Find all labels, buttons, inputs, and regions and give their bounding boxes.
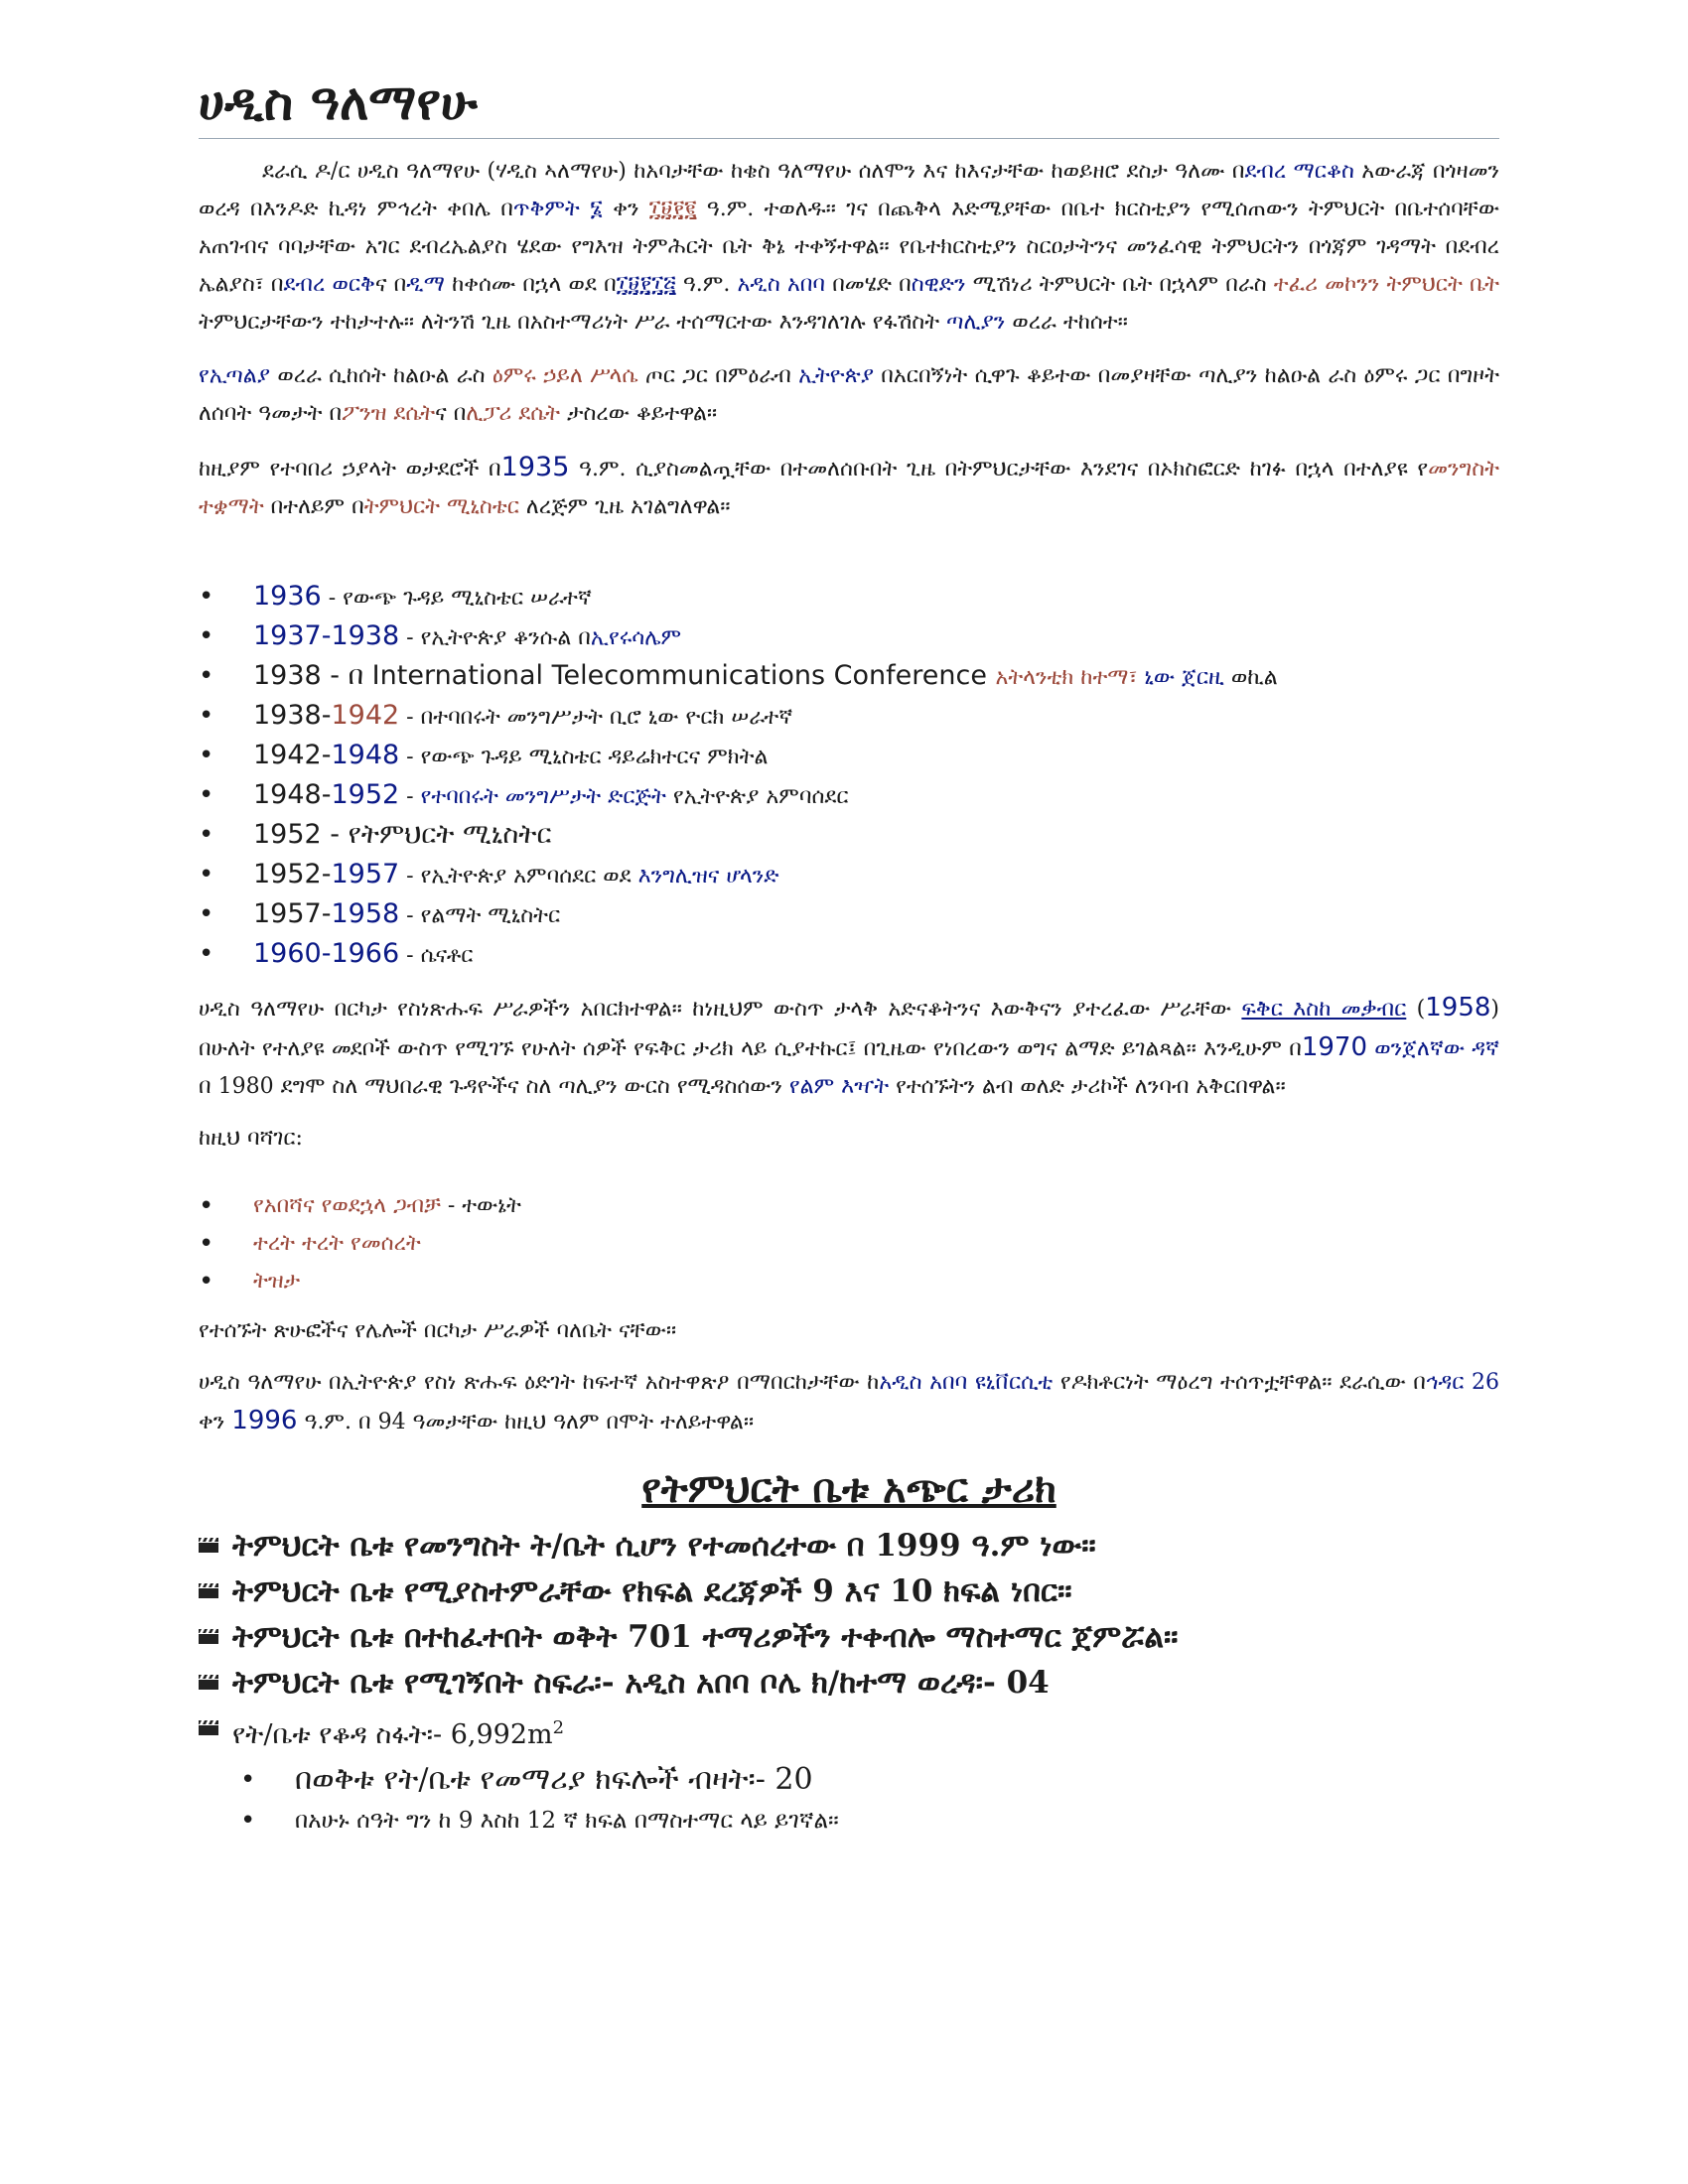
link-tikimt[interactable]: ጥቅምት [512,197,580,221]
list-item [199,578,1499,617]
text: - የኢትዮጵያ አምባሰደር ወደ [399,864,638,888]
text: ከቀሰሙ በኋላ ወደ በ [444,272,617,297]
text: ታስረው ቆይተዋል። [560,401,718,426]
text: በአርበኝነት ሲዋጉ ቆይተው በመያዛቸው ጣሊያን ከልዑል ራስ ዕምሩ ጋር በግዞት ለሰባት ዓመታት በ [199,363,1499,426]
text: ( [1406,997,1426,1022]
link-new-jersey[interactable]: ኒው ጀርዚ [1144,665,1224,690]
link-wonjelegnaw-dagna[interactable]: ወንጀለኛው ዳኛ [1366,1036,1499,1061]
text: 1938- [253,700,332,731]
list-item [199,697,1499,737]
link-year[interactable]: 1958 [331,898,400,929]
text: ደራሲ ዶ/ር ሀዲስ ዓለማየሁ (ሃዲስ ኣለማየሁ) ከአባታቸው ከቄስ ዓለማየሁ ሰለሞን እና ከእናታቸው ከወይዘሮ ደስታ ዓለሙ በ [262,159,1245,184]
link-year[interactable]: 1957 [331,859,400,889]
works-paragraph [199,989,1499,1106]
text: 1942- [253,740,332,770]
text: በወቅቱ የት/ቤቱ የመማሪያ ክፍሎች ብዛት፡- 20 [295,1762,813,1797]
text: ወኪል [1223,665,1278,690]
link-aau[interactable]: አዲስ አበባ ዩኒቨርሲቲ [879,1370,1054,1395]
link-dima[interactable]: ዲማ [406,272,445,297]
text: ወረራ ተከሰተ። [1005,310,1128,335]
link-italian[interactable]: ጣሊያን [946,310,1006,335]
link-gov-institutions[interactable]: መንግስት ተቋማት [199,457,1499,519]
clapperboard-icon [199,1720,218,1735]
career-paragraph [199,449,1499,526]
school-facts-list [199,1523,1499,1758]
link-year[interactable]: 1948 [331,740,400,770]
besides-label: ከዚህ ባሻገር: [199,1126,303,1151]
text: በተለይም በ [263,494,364,519]
link-yelm-ezhat[interactable]: የልም እዣት [788,1074,890,1099]
link-book[interactable]: ትዝታ [253,1269,301,1294]
text: ከዚያም የተባበሪ ኃያላት ወታደሮች በ [199,457,501,481]
list-item [199,1614,1499,1660]
school-subfacts-list [240,1758,1499,1840]
link-1996[interactable]: 1996 [231,1406,298,1435]
text: ዓ.ም. ተወለዱ። ገና በጨቅላ እድሜያቸው በቤተ ክርስቲያን የሚሰጠውን ትምህርት በቤተሰባቸው አጠገብና ባባታቸው አገር ደብረኤልያስ ሄደው የግእዝ ትምሕርት ቤት ቅኔ ተቀኝተዋል። የቤተክርስቲያን ስርዐታትንና መንፈሳዊ ትምህርትን በጎጃም ገዳማት በደብረ ኤልያስ፣ በ [199,197,1500,297]
link-year[interactable]: 1960-1966 [253,938,400,969]
link-addis-ababa[interactable]: አዲስ አበባ [737,272,826,297]
text: ወረራ ሲከሰት ከልዑል ራስ [270,363,492,388]
authorship-paragraph: የተሰኙት ጽሁፎችና የሌሎች በርካታ ሥራዎች ባለቤት ናቸው። [199,1318,677,1343]
list-item [199,1660,1499,1706]
link-year[interactable]: 1952 [331,779,400,810]
text: 1938 - በ International Telecommunications Conference [253,660,996,691]
text: የተሰኙትን ልብ ወለድ ታሪኮች ለንባብ አቅርበዋል። [889,1074,1286,1099]
link-year[interactable]: 1937-1938 [253,620,400,651]
list-item [199,737,1499,776]
text: ዓ.ም. ሲያስመልጧቸው በተመለሰቡበት ጊዜ በትምህርታቸው እንደገና በኦክስፎርድ ከገፉ በኋላ በተለያዩ የ [569,457,1429,481]
career-timeline [199,578,1499,975]
list-item [199,1187,1499,1225]
list-item [199,1523,1499,1569]
link-year[interactable]: ፲፱፻፪ [648,197,697,221]
link-ethiopia[interactable]: ኢትዮጵያ [798,363,874,388]
text: 1952- [253,859,332,889]
list-item [199,1225,1499,1263]
link-1935[interactable]: 1935 [500,452,570,482]
area-text: የት/ቤቱ የቆዳ ስፋት፡- 6,992m [232,1719,553,1750]
list-item [199,776,1499,816]
link-swedish[interactable]: ስዊድን [911,272,966,297]
text: ቀን [199,1410,232,1434]
link-jerusalem[interactable]: ኢየሩሳሌም [590,625,682,650]
text: - የልማት ሚኒስትር [399,903,561,928]
text: በመሄድ በ [825,272,912,297]
superscript: 2 [552,1717,565,1738]
list-item [199,816,1499,856]
link-year[interactable]: 1942 [331,700,400,731]
list-item [199,856,1499,895]
text: ለረጅም ጊዜ አገልግለዋል። [518,494,731,519]
text: ፣ [1128,665,1145,690]
text: ሚሽነሪ ትምህርት ቤት በኋላም በራስ [965,272,1274,297]
text: - [399,784,421,809]
link-book[interactable]: የአበሻና የወደኋላ ጋብቻ [253,1193,441,1218]
text: - የኢትዮጵያ ቆንሱል በ [399,625,591,650]
clapperboard-icon [199,1629,218,1644]
document-page [199,0,1499,1840]
clapperboard-icon [199,1675,218,1690]
link-atlantic-city[interactable]: አትላንቲክ ከተማ [995,665,1129,690]
text: የኢትዮጵያ አምባሰደር [665,784,849,809]
text: ) በሁለት የተለያዩ መደቦች ውስጥ የሚገኙ የሁለት ሰዎች የፍቅር ታሪክ ላይ ሲያተኩር፤ በጊዜው የነበረውን ወግና ልማድ ይገልጻል። እንዲሁም በ [199,997,1499,1061]
link-debre-werk[interactable]: ደብረ ወርቅ [283,272,375,297]
list-item [199,895,1499,935]
invasion-paragraph [199,357,1499,433]
list-item [199,1569,1499,1614]
text: - በተባበሩት መንግሥታት ቢሮ ኒው ዮርክ ሠራተኛ [399,705,793,730]
text: ትምህርት ቤቱ የሚገኝበት ስፍራ፡- አዲስ አበባ ቦሌ ክ/ከተማ ወረዳ፡- 04 [232,1665,1050,1701]
honors-paragraph [199,1364,1499,1441]
link-1958[interactable]: 1958 [1425,993,1491,1023]
text: በአሁኑ ሰዓት ግን ከ 9 እስከ 12 ኛ ክፍል በማስተማር ላይ ይገኛል። [295,1808,839,1834]
clapperboard-icon [199,1583,218,1598]
link-debre-markos[interactable]: ደብረ ማርቆስ [1244,159,1354,184]
list-item [199,617,1499,657]
link-ponza[interactable]: ፖንዝ ደሴት [342,401,436,426]
link-lipari[interactable]: ሊፓሪ ደሴት [466,401,561,426]
list-item [199,935,1499,975]
link-ministry-education[interactable]: ትምህርት ሚኒስቴር [363,494,519,519]
link-book[interactable]: ተረት ተረት የመሰረት [253,1231,421,1256]
text [580,197,590,221]
link-imru[interactable]: ዕምሩ ኃይለ ሥላሴ [492,363,638,388]
link-year[interactable]: 1936 [253,581,322,612]
text: - ተውኔት [440,1193,521,1218]
text: ሀዲስ ዓለማየሁ በኢትዮጵያ የስነ ጽሑፍ ዕድገት ከፍተኛ አስተዋጽዖ በማበርከታቸው ከ [199,1370,880,1395]
books-list [199,1187,1499,1300]
school-history-heading: የትምህርት ቤቱ አጭር ታሪክ [641,1465,1056,1512]
text: ትምህርታቸውን ተከታተሉ። ለትንሽ ጊዜ በአስተማሪነት ሥራ ተሰማርተው እንዳገለገሉ የፋሽስት [199,310,947,335]
text: - ሴናቶር [399,943,474,968]
text: አውራጃ በጎዛመን ወረዳ በእንዶድ ኪዳነ ምኅረት ቀበሌ በ [199,159,1499,221]
text: ትምህርት ቤቱ የመንግስት ት/ቤት ሲሆን የተመሰረተው በ 1999 ዓ.ም ነው። [232,1528,1096,1564]
list-item [199,1263,1499,1300]
link-fikir-eske-mekabir[interactable]: ፍቅር እስከ መቃብር [1241,997,1407,1022]
text: የዶክቶርነት ማዕረግ ተሰጥቷቸዋል። ደራሲው በ [1053,1370,1426,1395]
page-title: ሀዲስ ዓለማየሁ [199,69,1499,139]
text: 1952 - የትምህርት ሚኒስትር [253,819,552,850]
text: - የውጭ ጉዳይ ሚኒስቴር ሠራተኛ [321,586,592,611]
link-hidar[interactable]: ኅዳር 26 [1425,1370,1499,1395]
link-year2[interactable]: ፲፱፻፲፭ [616,272,676,297]
link-england-holland[interactable]: እንግሊዝና ሆላንድ [637,864,779,888]
link-united-nations[interactable]: የተባበሩት መንግሥታት ድርጅት [420,784,666,809]
text: ቀን [602,197,649,221]
link-day[interactable]: ፮ [590,197,603,221]
text: በ 1980 ደግሞ ስለ ማህበራዊ ጉዳዮችና ስለ ጣሊያን ውርስ የሚዳስሰውን [199,1074,789,1099]
link-1970[interactable]: 1970 [1301,1032,1367,1062]
text: ዓ.ም. በ 94 ዓመታቸው ከዚህ ዓለም በሞት ተለይተዋል። [297,1410,755,1434]
text: 1957- [253,898,332,929]
text: 1948- [253,779,332,810]
text: ትምህርት ቤቱ የሚያስተምራቸው የክፍል ደረጃዎች 9 እና 10 ክፍል ነበር። [232,1573,1072,1609]
list-item [199,1706,1499,1758]
text: ጦር ጋር በምዕራብ [637,363,799,388]
list-item [199,657,1499,697]
link-teferi-school[interactable]: ተፈሪ መኮንን ትምህርት ቤት [1273,272,1500,297]
clapperboard-icon [199,1538,218,1553]
text: - የውጭ ጉዳይ ሚኒስቴር ዳይሬክተርና ምክትል [399,745,769,769]
text: ሀዲስ ዓለማየሁ በርካታ የስነጽሑፍ ሥራዎችን አበርክተዋል። ከነዚህም ውስጥ ታላቅ አድናቆትንና እውቅናን ያተረፈው ሥራቸው [199,997,1242,1022]
list-item [240,1758,1499,1802]
text: ዓ.ም. [675,272,738,297]
biography-paragraph [199,153,1499,341]
list-item [240,1802,1499,1840]
link-italy[interactable]: የኢጣልያ [199,363,271,388]
text: ትምህርት ቤቱ በተከፈተበት ወቅት 701 ተማሪዎችን ተቀብሎ ማስተማር ጀምሯል። [232,1619,1179,1655]
text: ና በ [374,272,407,297]
text: ና በ [435,401,467,426]
